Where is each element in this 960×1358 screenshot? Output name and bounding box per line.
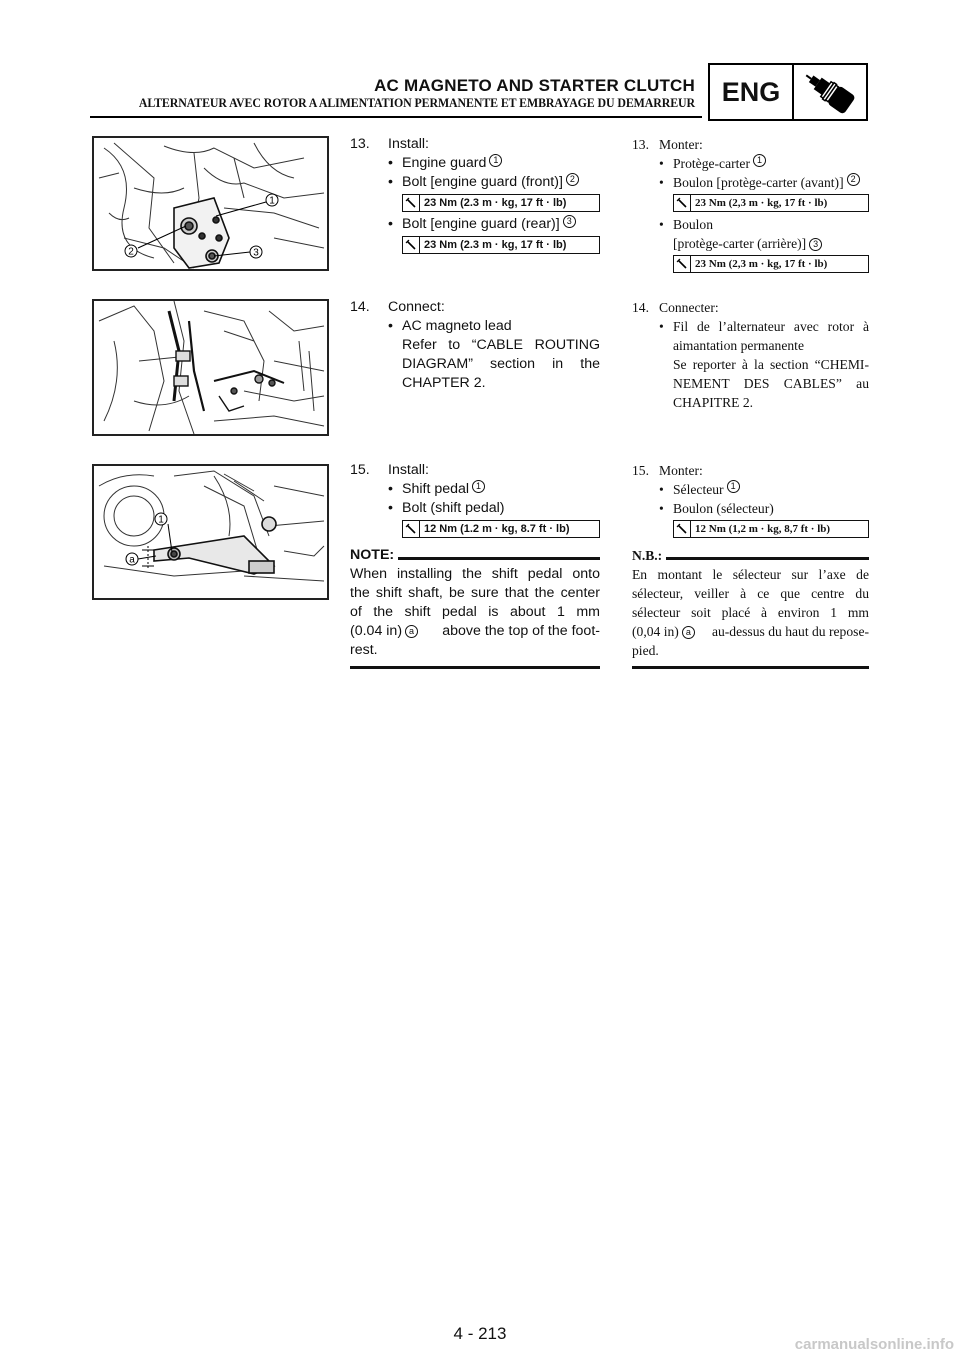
section-title: AC MAGNETO AND STARTER CLUTCH [374,76,695,95]
torque-wrench-icon [674,256,691,272]
figure-engine-guard [92,136,329,271]
step-13-en: 13. Install: • Engine guard 1 • Bolt [engine guard (front)] 2 23 Nm (2.3 m · kg, 17 ft · lb) • Bolt [engine guard (rear)] 3 23 Nm (2.3 m · kg, 17 ft · lb) [350,135,600,257]
item-boulon-avant: Boulon [protège-carter (avant)] [673,175,844,190]
torque-wrench-icon [403,521,420,537]
item-boulon: Boulon [673,217,714,232]
item-bolt-front: Bolt [engine guard (front)] [402,174,563,190]
torque-wrench-icon [403,195,420,211]
item-fil-alternateur-cont: aimantation permanente [673,338,804,353]
note-end-rule [350,666,600,669]
torque-wrench-icon [403,237,420,253]
step-number: 14. [350,299,370,315]
spark-plug-icon [794,65,866,119]
reference-line: Se reporter à la section “CHEMI- [673,357,869,372]
callout-3: 3 [253,247,259,259]
step-13-fr: 13. Monter: • Protège-carter 1 • Boulon [protège-carter (avant)] 2 23 Nm (2,3 m · kg, 17 ft · lb) • Boulon [protège-carter (arrière)] 3 23 Nm (2,3 m · kg, 17 ft · lb) [632,135,869,276]
reference-line: NEMENT DES CABLES” au [673,376,869,391]
step-number: 15. [350,462,370,478]
step-number: 15. [632,463,649,478]
item-fil-alternateur: Fil de l’alternateur avec rotor à [673,319,869,334]
step-number: 14. [632,300,649,315]
torque-spec: 23 Nm (2,3 m · kg, 17 ft · lb) [673,194,869,212]
ref-badge: 3 [563,215,576,228]
page-number: 4 - 213 [453,1324,507,1343]
ref-badge: 1 [472,480,485,493]
note-heading: N.B.: [632,546,869,565]
chapter-badge-label: ENG [710,65,794,119]
step-15-en: 15. Install: • Shift pedal 1 • Bolt (shift pedal) 12 Nm (1.2 m · kg, 8.7 ft · lb) NOTE: When installing the shift pedal onto the shift shaft, be sure that the center of the shift pedal is about 1 mm (0.04 in) a above the top of the foot- rest. [350,461,600,669]
callout-1: 1 [158,514,164,526]
ref-badge: 2 [847,173,860,186]
callout-2: 2 [128,246,134,258]
section-subtitle: ALTERNATEUR AVEC ROTOR A ALIMENTATION PERMANENTE ET EMBRAYAGE DU DEMARREUR [138,96,695,110]
chapter-badge [708,63,868,121]
step-action: Monter: [659,463,703,478]
step-action: Install: [388,136,430,152]
step-14-fr: 14. Connecter: • Fil de l’alternateur avec rotor à aimantation permanente Se reporter à la section “CHEMI- NEMENT DES CABLES” au CHAPITRE 2. [632,300,869,410]
item-selecteur: Sélecteur [673,482,724,497]
step-15-fr: 15. Monter: • Sélecteur 1 • Boulon (sélecteur) 12 Nm (1,2 m · kg, 8,7 ft · lb) N.B.: En montant le sélecteur sur l’axe de sélecteur, veiller à ce que centre du sélecteur soit placé à environ 1 mm (0,04 in) a au-dessus du haut du repose- pied. [632,461,869,669]
note-end-rule [632,666,869,669]
note-body: En montant le sélecteur sur l’axe de sélecteur, veiller à ce que centre du sélecteur soit placé à environ 1 mm (0,04 in) a au-dessus du haut du repose- pied. [632,567,869,658]
ref-badge: a [682,626,695,639]
torque-wrench-icon [674,521,691,537]
header-rule [90,116,702,118]
ref-badge: 2 [566,173,579,186]
figure-shift-pedal [92,464,329,600]
item-ac-magneto-lead: AC magneto lead [402,318,512,334]
item-bolt-rear: Bolt [engine guard (rear)] [402,216,560,232]
reference-line: Refer to “CABLE ROUTING [402,337,600,353]
step-number: 13. [350,136,370,152]
reference-line: CHAPITRE 2. [673,395,754,410]
figure-ac-magneto-lead [92,299,329,436]
step-action: Connect: [388,299,445,315]
item-boulon-arriere: [protège-carter (arrière)] [673,236,807,251]
watermark: carmanualsonline.info [794,1336,954,1353]
torque-spec: 12 Nm (1,2 m · kg, 8,7 ft · lb) [673,520,869,538]
callout-1: 1 [269,195,275,207]
torque-spec: 12 Nm (1.2 m · kg, 8.7 ft · lb) [402,520,600,538]
note-heading: NOTE: [350,546,600,565]
ref-badge: 1 [753,154,766,167]
torque-wrench-icon [674,195,691,211]
item-shift-pedal: Shift pedal [402,481,470,497]
reference-line: CHAPTER 2. [402,375,486,391]
ref-badge: 1 [489,154,502,167]
ref-badge: 3 [809,238,822,251]
torque-spec: 23 Nm (2,3 m · kg, 17 ft · lb) [673,255,869,273]
ref-badge: a [405,625,418,638]
torque-spec: 23 Nm (2.3 m · kg, 17 ft · lb) [402,194,600,212]
step-action: Install: [388,462,430,478]
reference-line: DIAGRAM” section in the [402,356,600,372]
step-number: 13. [632,137,649,152]
step-action: Connecter: [659,300,719,315]
item-engine-guard: Engine guard [402,155,487,171]
torque-spec: 23 Nm (2.3 m · kg, 17 ft · lb) [402,236,600,254]
item-bolt-shift-pedal: Bolt (shift pedal) [402,500,505,516]
callout-a: a [129,554,135,566]
ref-badge: 1 [727,480,740,493]
note-body: When installing the shift pedal onto the shift shaft, be sure that the center of the shift pedal is about 1 mm (0.04 in) a above the top of the foot- rest. [350,566,600,658]
item-boulon-selecteur: Boulon (sélecteur) [673,501,774,516]
item-protege-carter: Protège-carter [673,156,750,171]
step-action: Monter: [659,137,703,152]
step-14-en: 14. Connect: • AC magneto lead Refer to “CABLE ROUTING DIAGRAM” section in the CHAPTER 2. [350,299,600,391]
